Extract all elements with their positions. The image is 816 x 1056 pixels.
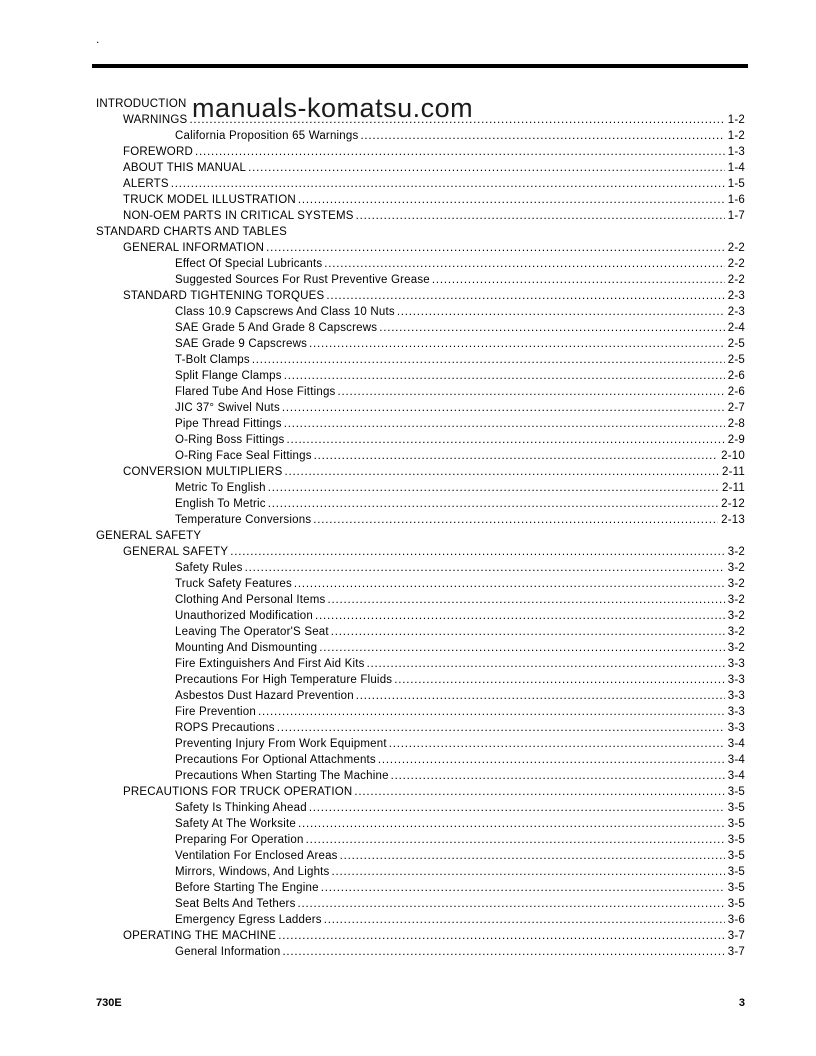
toc-entry	[96, 480, 745, 496]
toc-dot-leader	[338, 384, 725, 400]
toc-entry-label: Pipe Thread Fittings	[175, 418, 282, 430]
toc-entry-label: Safety Rules	[175, 562, 243, 574]
page-corner-dot: .	[96, 32, 100, 46]
toc-entry	[96, 432, 745, 448]
toc-entry-label: Asbestos Dust Hazard Prevention	[175, 690, 354, 702]
toc-page-number: 2-6	[727, 370, 745, 382]
toc-dot-leader	[332, 864, 725, 880]
toc-entry-label: GENERAL SAFETY	[96, 530, 202, 542]
toc-entry	[96, 560, 745, 576]
toc-entry-label: Mirrors, Windows, And Lights	[175, 866, 330, 878]
toc-entry-label: GENERAL SAFETY	[123, 546, 229, 558]
toc-page-number: 2-7	[727, 402, 745, 414]
toc-page-number: 3-2	[727, 626, 745, 638]
toc-page-number: 3-4	[727, 754, 745, 766]
toc-dot-leader	[268, 480, 719, 496]
toc-entry-label: TRUCK MODEL ILLUSTRATION	[123, 194, 296, 206]
toc-entry-label: OPERATING THE MACHINE	[123, 930, 277, 942]
toc-entry	[96, 784, 745, 800]
toc-entry-label: Emergency Egress Ladders	[175, 914, 322, 926]
toc-entry	[96, 400, 745, 416]
toc-entry-label: Effect Of Special Lubricants	[175, 258, 323, 270]
toc-page-number: 3-5	[727, 786, 745, 798]
toc-entry	[96, 640, 745, 656]
toc-page-number: 3-7	[727, 946, 745, 958]
toc-dot-leader	[230, 544, 725, 560]
toc-dot-leader	[284, 464, 719, 480]
toc-entry-label: Unauthorized Modification	[175, 610, 313, 622]
toc-page-number: 3-3	[727, 690, 745, 702]
toc-entry-label: FOREWORD	[123, 146, 193, 158]
toc-entry-label: SAE Grade 9 Capscrews	[175, 338, 308, 350]
toc-entry-label: Class 10.9 Capscrews And Class 10 Nuts	[175, 306, 395, 318]
toc-entry	[96, 272, 745, 288]
toc-page-number: 3-5	[727, 818, 745, 830]
toc-entry	[96, 240, 745, 256]
toc-page-number: 2-2	[727, 258, 745, 270]
toc-entry	[96, 752, 745, 768]
toc-page-number: 1-3	[727, 146, 745, 158]
toc-dot-leader	[360, 128, 724, 144]
toc-dot-leader	[379, 320, 725, 336]
toc-page-number: 2-3	[727, 290, 745, 302]
toc-entry-label: Ventilation For Enclosed Areas	[175, 850, 338, 862]
toc-entry	[96, 944, 745, 960]
toc-page-number: 3-7	[727, 930, 745, 942]
toc-entry	[96, 544, 745, 560]
toc-dot-leader	[266, 240, 725, 256]
toc-entry	[96, 608, 745, 624]
toc-page-number: 2-2	[727, 274, 745, 286]
toc-dot-leader	[282, 944, 724, 960]
toc-entry-label: O-Ring Face Seal Fittings	[175, 450, 312, 462]
toc-entry-label: Safety At The Worksite	[175, 818, 296, 830]
toc-page-number: 2-5	[727, 338, 745, 350]
toc-page-number: 3-5	[727, 802, 745, 814]
toc-entry	[96, 192, 745, 208]
toc-dot-leader	[397, 304, 725, 320]
toc-dot-leader	[394, 672, 725, 688]
toc-page-number: 1-2	[727, 130, 745, 142]
toc-dot-leader	[284, 368, 725, 384]
toc-entry	[96, 464, 745, 480]
toc-dot-leader	[286, 432, 724, 448]
toc-dot-leader	[248, 160, 725, 176]
toc-entry-label: O-Ring Boss Fittings	[175, 434, 285, 446]
toc-entry-label: English To Metric	[175, 498, 266, 510]
header-rule	[92, 64, 748, 68]
toc-entry	[96, 496, 745, 512]
toc-page-number: 3-5	[727, 882, 745, 894]
toc-page-number: 3-4	[727, 738, 745, 750]
toc-entry-label: Before Starting The Engine	[175, 882, 319, 894]
toc-entry-label: Clothing And Personal Items	[175, 594, 326, 606]
toc-entry	[96, 768, 745, 784]
toc-entry-label: Leaving The Operator'S Seat	[175, 626, 329, 638]
toc-dot-leader	[356, 208, 725, 224]
toc-entry	[96, 224, 745, 240]
toc-entry	[96, 304, 745, 320]
toc-page-number: 3-5	[727, 866, 745, 878]
toc-entry-label: WARNINGS	[123, 114, 188, 126]
watermark-text: manuals-komatsu.com	[192, 93, 474, 123]
toc-entry	[96, 176, 745, 192]
toc-entry-label: Precautions For High Temperature Fluids	[175, 674, 393, 686]
toc-page-number: 3-2	[727, 610, 745, 622]
toc-page-number: 3-2	[727, 546, 745, 558]
toc-entry-label: Truck Safety Features	[175, 578, 292, 590]
toc-page-number: 3-3	[727, 674, 745, 686]
toc-entry-label: Precautions For Optional Attachments	[175, 754, 376, 766]
toc-dot-leader	[321, 880, 725, 896]
toc-entry	[96, 320, 745, 336]
toc-dot-leader	[268, 496, 718, 512]
toc-dot-leader	[309, 336, 725, 352]
toc-page-number: 3-2	[727, 642, 745, 654]
toc-entry-label: ALERTS	[123, 178, 169, 190]
toc-entry-label: ABOUT THIS MANUAL	[123, 162, 247, 174]
toc-entry-label: General Information	[175, 946, 281, 958]
toc-page-number: 2-10	[721, 450, 745, 462]
footer-model-label: 730E	[96, 997, 122, 1009]
toc-page-number: 1-7	[727, 210, 745, 222]
toc-entry	[96, 720, 745, 736]
toc-page-number: 3-6	[727, 914, 745, 926]
toc-entry-label: Fire Prevention	[175, 706, 256, 718]
toc-entry-label: Split Flange Clamps	[175, 370, 282, 382]
toc-dot-leader	[313, 512, 718, 528]
toc-dot-leader	[309, 800, 725, 816]
toc-entry	[96, 864, 745, 880]
toc-entry	[96, 656, 745, 672]
toc-page-number: 2-12	[721, 498, 745, 510]
toc-page-number: 3-3	[727, 722, 745, 734]
toc-page-number: 3-4	[727, 770, 745, 782]
toc-entry	[96, 912, 745, 928]
toc-entry-label: STANDARD TIGHTENING TORQUES	[123, 290, 325, 302]
toc-entry-label: Precautions When Starting The Machine	[175, 770, 389, 782]
toc-entry-label: INTRODUCTION	[96, 98, 187, 110]
toc-dot-leader	[340, 848, 725, 864]
toc-page-number: 1-2	[727, 114, 745, 126]
toc-entry	[96, 336, 745, 352]
toc-entry-label: Preparing For Operation	[175, 834, 304, 846]
toc-entry-label: T-Bolt Clamps	[175, 354, 250, 366]
toc-entry-label: Preventing Injury From Work Equipment	[175, 738, 387, 750]
toc-entry	[96, 816, 745, 832]
toc-page-number: 2-4	[727, 322, 745, 334]
toc-page-number: 2-13	[721, 514, 745, 526]
toc-entry-label: SAE Grade 5 And Grade 8 Capscrews	[175, 322, 378, 334]
toc-page-number: 2-2	[727, 242, 745, 254]
toc-page-number: 3-3	[727, 658, 745, 670]
toc-entry-label: ROPS Precautions	[175, 722, 275, 734]
toc-page-number: 2-6	[727, 386, 745, 398]
toc-entry-label: Flared Tube And Hose Fittings	[175, 386, 336, 398]
toc-page-number: 2-11	[722, 482, 745, 494]
toc-entry	[96, 512, 745, 528]
toc-entry	[96, 352, 745, 368]
toc-dot-leader	[326, 288, 724, 304]
toc-dot-leader	[294, 576, 725, 592]
toc-page-number: 2-11	[722, 466, 745, 478]
toc-dot-leader	[391, 768, 725, 784]
toc-page-number: 2-3	[727, 306, 745, 318]
toc-entry-label: NON-OEM PARTS IN CRITICAL SYSTEMS	[123, 210, 354, 222]
toc-entry-label: Mounting And Dismounting	[175, 642, 318, 654]
toc-entry	[96, 448, 745, 464]
toc-entry	[96, 880, 745, 896]
toc-dot-leader	[258, 704, 725, 720]
toc-dot-leader	[367, 656, 725, 672]
toc-dot-leader	[195, 144, 725, 160]
toc-dot-leader	[354, 784, 724, 800]
toc-entry-label: GENERAL INFORMATION	[123, 242, 265, 254]
toc-entry	[96, 672, 745, 688]
toc-entry	[96, 832, 745, 848]
toc-entry-label: STANDARD CHARTS AND TABLES	[96, 226, 287, 238]
toc-entry	[96, 592, 745, 608]
toc-page-number: 2-8	[727, 418, 745, 430]
toc-entry-label: Suggested Sources For Rust Preventive Grease	[175, 274, 430, 286]
toc-dot-leader	[298, 896, 725, 912]
toc-page-number: 3-3	[727, 706, 745, 718]
toc-entry	[96, 160, 745, 176]
toc-dot-leader	[324, 256, 724, 272]
toc-dot-leader	[252, 352, 725, 368]
toc-page-number: 3-5	[727, 850, 745, 862]
toc-entry	[96, 144, 745, 160]
toc-dot-leader	[298, 816, 725, 832]
toc-dot-leader	[389, 736, 725, 752]
toc-entry	[96, 704, 745, 720]
toc-entry	[96, 800, 745, 816]
toc-dot-leader	[315, 608, 725, 624]
toc-entry-label: Seat Belts And Tethers	[175, 898, 296, 910]
toc-entry	[96, 624, 745, 640]
toc-page-number: 2-5	[727, 354, 745, 366]
toc-entry	[96, 384, 745, 400]
toc-entry-label: Fire Extinguishers And First Aid Kits	[175, 658, 365, 670]
toc-entry	[96, 736, 745, 752]
toc-entry	[96, 928, 745, 944]
toc-dot-leader	[331, 624, 725, 640]
toc-dot-leader	[356, 688, 725, 704]
footer-page-number: 3	[738, 997, 745, 1009]
toc-entry	[96, 528, 745, 544]
toc-page-number: 3-5	[727, 898, 745, 910]
toc-entry-label: Safety Is Thinking Ahead	[175, 802, 307, 814]
toc-dot-leader	[298, 192, 725, 208]
toc-entry	[96, 368, 745, 384]
toc-entry	[96, 416, 745, 432]
toc-page-number: 1-5	[727, 178, 745, 190]
toc-dot-leader	[245, 560, 725, 576]
toc-dot-leader	[171, 176, 725, 192]
toc	[96, 93, 745, 960]
toc-entry	[96, 128, 745, 144]
toc-dot-leader	[328, 592, 725, 608]
toc-dot-leader	[378, 752, 725, 768]
toc-entry-label: Metric To English	[175, 482, 266, 494]
toc-dot-leader	[324, 912, 725, 928]
toc-page-number: 3-5	[727, 834, 745, 846]
toc-dot-leader	[306, 832, 725, 848]
toc-entry-label: Temperature Conversions	[175, 514, 312, 526]
toc-entry-label: PRECAUTIONS FOR TRUCK OPERATION	[123, 786, 353, 798]
toc-page-number: 3-2	[727, 594, 745, 606]
toc-page-number: 1-6	[727, 194, 745, 206]
toc-dot-leader	[432, 272, 725, 288]
toc-page-number: 2-9	[727, 434, 745, 446]
toc-entry	[96, 256, 745, 272]
toc-entry	[96, 208, 745, 224]
toc-entry-label: CONVERSION MULTIPLIERS	[123, 466, 283, 478]
toc-dot-leader	[277, 720, 725, 736]
toc-dot-leader	[284, 416, 725, 432]
toc-dot-leader	[319, 640, 725, 656]
toc-entry	[96, 288, 745, 304]
toc-dot-leader	[282, 400, 725, 416]
toc-page-number: 3-2	[727, 562, 745, 574]
toc-entry	[96, 576, 745, 592]
toc-entry	[96, 896, 745, 912]
toc-page-number: 3-2	[727, 578, 745, 590]
toc-entry	[96, 848, 745, 864]
toc-dot-leader	[278, 928, 724, 944]
toc-entry	[96, 688, 745, 704]
toc-dot-leader	[314, 448, 719, 464]
toc-entry-label: California Proposition 65 Warnings	[175, 130, 359, 142]
toc-entry-label: JIC 37° Swivel Nuts	[175, 402, 280, 414]
toc-page-number: 1-4	[727, 162, 745, 174]
